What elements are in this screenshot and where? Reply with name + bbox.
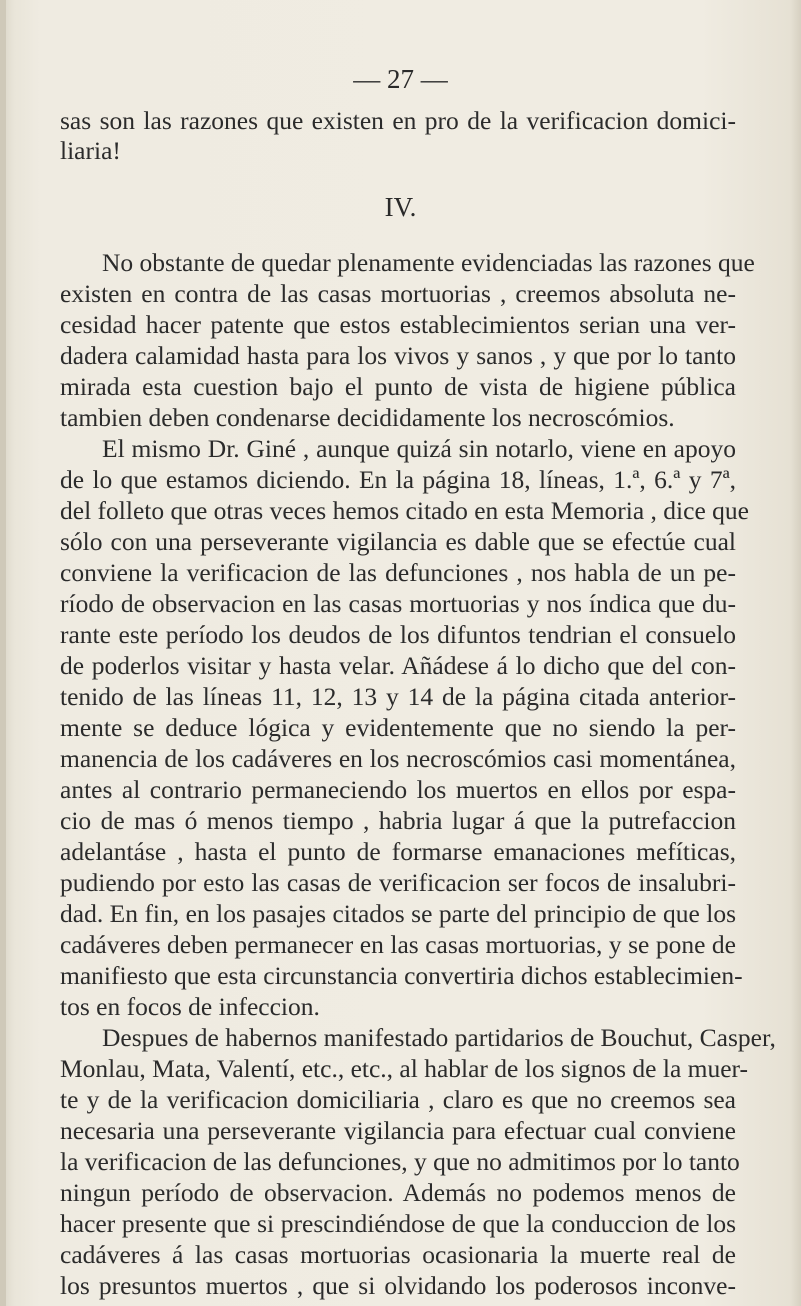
paragraph-first-line: El mismo Dr. Giné , aunque quizá sin notarlo, viene en apoyo xyxy=(102,434,736,463)
text-line: dadera calamidad hasta para los vivos y sanos , y que por lo tanto xyxy=(60,341,736,370)
paragraph-first-line: No obstante de quedar plenamente evidenciadas las razones que xyxy=(102,248,755,277)
text-line: mirada esta cuestion bajo el punto de vista de higiene pública xyxy=(60,372,736,401)
text-line: adelantáse , hasta el punto de formarse emanaciones mefíticas, xyxy=(60,837,736,866)
text-line: pudiendo por esto las casas de verificacion ser focos de insalubri- xyxy=(60,868,736,897)
text-line: los presuntos muertos , que si olvidando los poderosos inconve- xyxy=(60,1271,736,1300)
text-line: de poderlos visitar y hasta velar. Añádese á lo dicho que del con- xyxy=(60,651,736,680)
text-line: sólo con una perseverante vigilancia es dable que se efectúe cual xyxy=(60,527,736,556)
text-line: antes al contrario permaneciendo los muertos en ellos por espa- xyxy=(60,775,736,804)
text-line: ningun período de observacion. Además no podemos menos de xyxy=(60,1178,736,1207)
page-number: — 27 — xyxy=(353,64,448,94)
text-line: conviene la verificacion de las defunciones , nos habla de un pe- xyxy=(60,558,736,587)
text-line: manencia de los cadáveres en los necroscómios casi momentánea, xyxy=(60,744,736,773)
text-line: del folleto que otras veces hemos citado en esta Memoria , dice que xyxy=(60,496,749,525)
text-line: existen en contra de las casas mortuorias , creemos absoluta ne- xyxy=(60,279,736,308)
text-line: rante este período los deudos de los difuntos tendrian el consuelo xyxy=(60,620,736,649)
text-line: necesaria una perseverante vigilancia para efectuar cual conviene xyxy=(60,1116,736,1145)
text-line: sas son las razones que existen en pro de la verificacion domici- xyxy=(60,106,736,135)
text-line: dad. En fin, en los pasajes citados se parte del principio de que los xyxy=(60,899,736,928)
text-line: cadáveres deben permanecer en las casas mortuorias, y se pone de xyxy=(60,930,736,959)
text-line: de lo que estamos diciendo. En la página 18, líneas, 1.ª, 6.ª y 7ª, xyxy=(60,465,736,494)
text-line: te y de la verificacion domiciliaria , claro es que no creemos sea xyxy=(60,1085,736,1114)
text-line: mente se deduce lógica y evidentemente que no siendo la per- xyxy=(60,713,736,742)
paragraph-first-line: Despues de habernos manifestado partidarios de Bouchut, Casper, xyxy=(102,1023,776,1052)
text-line: la verificacion de las defunciones, y que no admitimos por lo tanto xyxy=(60,1147,740,1176)
text-line: cesidad hacer patente que estos establecimientos serian una ver- xyxy=(60,310,736,339)
text-line: manifiesto que esta circunstancia convertiria dichos establecimien- xyxy=(60,961,743,990)
text-line: tenido de las líneas 11, 12, 13 y 14 de la página citada anterior- xyxy=(60,682,736,711)
text-line: ríodo de observacion en las casas mortuorias y nos índica que du- xyxy=(60,589,736,618)
text-line: tos en focos de infeccion. xyxy=(60,992,320,1021)
text-line: cadáveres á las casas mortuorias ocasionaria la muerte real de xyxy=(60,1240,736,1269)
text-line: liaria! xyxy=(60,136,121,165)
text-line: hacer presente que si prescindiéndose de que la conduccion de los xyxy=(60,1209,736,1238)
section-heading: IV. xyxy=(384,192,417,222)
text-line: Monlau, Mata, Valentí, etc., etc., al hablar de los signos de la muer- xyxy=(60,1054,749,1083)
text-line: tambien deben condenarse decididamente los necroscómios. xyxy=(60,403,675,432)
text-line: cio de mas ó menos tiempo , habria lugar á que la putrefaccion xyxy=(60,806,736,835)
